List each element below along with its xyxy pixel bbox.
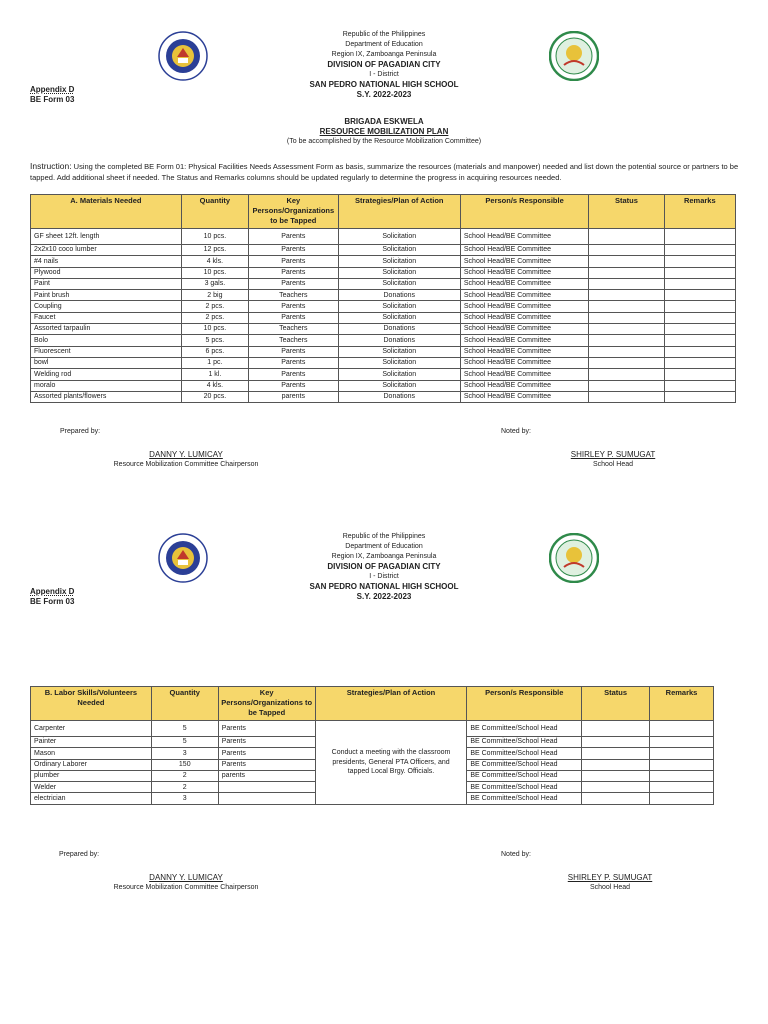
cell-key-persons: Parents	[218, 721, 315, 737]
cell-labor: electrician	[31, 793, 152, 804]
cell-quantity: 150	[151, 759, 218, 770]
cell-strategy: Solicitation	[338, 312, 460, 323]
instruction-label: Instruction:	[30, 161, 72, 171]
cell-remarks	[650, 721, 714, 737]
cell-status	[589, 267, 664, 278]
cell-material: 2x2x10 coco lumber	[31, 245, 182, 256]
col-labor-remarks: Remarks	[650, 687, 714, 721]
cell-labor: plumber	[31, 770, 152, 781]
program-title: BRIGADA ESKWELA	[344, 117, 424, 126]
cell-material: Assorted tarpaulin	[31, 324, 182, 335]
cell-remarks	[650, 782, 714, 793]
form-code: BE Form 03	[30, 95, 75, 104]
table-row	[31, 256, 736, 267]
cell-strategy: Solicitation	[338, 357, 460, 368]
division-text: DIVISION OF PAGADIAN CITY	[327, 60, 441, 69]
cell-responsible: School Head/BE Committee	[460, 267, 588, 278]
cell-remarks	[664, 324, 735, 335]
cell-key-persons: Teachers	[249, 335, 339, 346]
cell-strategy: Donations	[338, 290, 460, 301]
cell-responsible: BE Committee/School Head	[467, 748, 582, 759]
cell-status	[582, 721, 650, 737]
cell-material: Plywood	[31, 267, 182, 278]
cell-key-persons: Parents	[249, 357, 339, 368]
cell-remarks	[664, 312, 735, 323]
noted-label-bottom: Noted by:	[501, 851, 531, 858]
school-text: SAN PEDRO NATIONAL HIGH SCHOOL	[309, 80, 459, 89]
cell-material: GF sheet 12ft. length	[31, 229, 182, 245]
cell-remarks	[664, 357, 735, 368]
cell-remarks	[664, 245, 735, 256]
labor-body	[31, 721, 714, 805]
table-row	[31, 369, 736, 380]
col-labor-responsible: Person/s Responsible	[467, 687, 582, 721]
cell-status	[589, 278, 664, 289]
col-labor: B. Labor Skills/Volunteers Needed	[31, 687, 152, 721]
cell-status	[589, 380, 664, 391]
cell-remarks	[664, 391, 735, 402]
cell-strategy: Solicitation	[338, 301, 460, 312]
noted-label-top: Noted by:	[501, 428, 531, 435]
cell-remarks	[664, 301, 735, 312]
cell-remarks	[664, 346, 735, 357]
region-text: Region IX, Zamboanga Peninsula	[331, 51, 437, 58]
cell-key-persons: parents	[218, 770, 315, 781]
cell-responsible: School Head/BE Committee	[460, 290, 588, 301]
cell-key-persons: Parents	[218, 748, 315, 759]
cell-material: bowl	[31, 357, 182, 368]
cell-responsible: School Head/BE Committee	[460, 369, 588, 380]
cell-key-persons: Parents	[249, 256, 339, 267]
cell-quantity: 2	[151, 782, 218, 793]
preparer-title-top: Resource Mobilization Committee Chairperson	[113, 461, 259, 468]
republic-text: Republic of the Philippines	[342, 31, 426, 38]
preparer-name-bottom: DANNY Y. LUMICAY	[149, 873, 223, 882]
cell-key-persons: Teachers	[249, 290, 339, 301]
form-label	[30, 85, 74, 105]
preparer-block-top	[86, 449, 286, 470]
table-row	[31, 346, 736, 357]
cell-remarks	[664, 380, 735, 391]
division-seal-top	[549, 31, 599, 81]
cell-key-persons	[218, 782, 315, 793]
cell-status	[589, 290, 664, 301]
cell-status	[582, 759, 650, 770]
plan-title: RESOURCE MOBILIZATION PLAN	[319, 127, 449, 136]
cell-remarks	[664, 278, 735, 289]
cell-status	[589, 229, 664, 245]
cell-key-persons: Parents	[249, 380, 339, 391]
col-quantity: Quantity	[181, 195, 248, 229]
cell-quantity: 1 pc.	[181, 357, 248, 368]
cell-key-persons: Parents	[218, 759, 315, 770]
table-row	[31, 357, 736, 368]
cell-status	[582, 748, 650, 759]
materials-body	[31, 229, 736, 403]
cell-quantity: 1 kl.	[181, 369, 248, 380]
noter-block-bottom	[540, 872, 680, 893]
preparer-title-bottom: Resource Mobilization Committee Chairperson	[113, 884, 259, 891]
cell-responsible: BE Committee/School Head	[467, 782, 582, 793]
labor-strategy-text: Conduct a meeting with the classroom presidents, General PTA Officers, and tapped Local Brgy. Officials.	[331, 749, 451, 776]
letterhead-2	[234, 532, 534, 602]
materials-header-row	[31, 195, 736, 229]
cell-strategy: Solicitation	[338, 229, 460, 245]
cell-quantity: 5	[151, 721, 218, 737]
cell-remarks	[650, 759, 714, 770]
school-year-text-2: S.Y. 2022-2023	[356, 592, 412, 601]
cell-status	[582, 770, 650, 781]
cell-status	[582, 793, 650, 804]
cell-key-persons: Parents	[218, 737, 315, 748]
table-row	[31, 721, 714, 737]
school-year-text: S.Y. 2022-2023	[356, 90, 412, 99]
instruction	[30, 161, 740, 183]
noter-name-top: SHIRLEY P. SUMUGAT	[570, 450, 656, 459]
cell-responsible: School Head/BE Committee	[460, 324, 588, 335]
cell-responsible: School Head/BE Committee	[460, 346, 588, 357]
prepared-label-top: Prepared by:	[60, 428, 101, 435]
cell-material: Paint brush	[31, 290, 182, 301]
col-materials: A. Materials Needed	[31, 195, 182, 229]
cell-strategy: Solicitation	[338, 267, 460, 278]
cell-material: Bolo	[31, 335, 182, 346]
cell-key-persons: Parents	[249, 229, 339, 245]
cell-status	[589, 357, 664, 368]
col-status: Status	[589, 195, 664, 229]
preparer-block-bottom	[86, 872, 286, 893]
cell-responsible: BE Committee/School Head	[467, 770, 582, 781]
table-row	[31, 290, 736, 301]
cell-responsible: School Head/BE Committee	[460, 301, 588, 312]
cell-strategy	[315, 721, 467, 805]
plan-title-block	[234, 117, 534, 147]
noter-block-top	[543, 449, 683, 470]
col-remarks: Remarks	[664, 195, 735, 229]
cell-key-persons: Parents	[249, 312, 339, 323]
cell-responsible: BE Committee/School Head	[467, 759, 582, 770]
table-row	[31, 229, 736, 245]
cell-remarks	[664, 290, 735, 301]
table-row	[31, 380, 736, 391]
cell-remarks	[664, 267, 735, 278]
cell-labor: Ordinary Laborer	[31, 759, 152, 770]
cell-responsible: School Head/BE Committee	[460, 391, 588, 402]
cell-quantity: 4 kls.	[181, 256, 248, 267]
cell-material: Coupling	[31, 301, 182, 312]
deped-seal-bottom	[158, 533, 208, 583]
prepared-label-bottom: Prepared by:	[59, 851, 100, 858]
district-text: I - District	[369, 71, 399, 78]
cell-quantity: 2 big	[181, 290, 248, 301]
cell-responsible: School Head/BE Committee	[460, 256, 588, 267]
cell-strategy: Solicitation	[338, 369, 460, 380]
cell-quantity: 3	[151, 793, 218, 804]
cell-remarks	[664, 256, 735, 267]
cell-strategy: Solicitation	[338, 278, 460, 289]
cell-responsible: School Head/BE Committee	[460, 278, 588, 289]
cell-quantity: 4 kls.	[181, 380, 248, 391]
division-text-2: DIVISION OF PAGADIAN CITY	[327, 562, 441, 571]
region-text-2: Region IX, Zamboanga Peninsula	[331, 553, 437, 560]
cell-status	[589, 312, 664, 323]
cell-quantity: 12 pcs.	[181, 245, 248, 256]
col-strategies: Strategies/Plan of Action	[338, 195, 460, 229]
cell-status	[589, 369, 664, 380]
cell-status	[589, 324, 664, 335]
cell-quantity: 2 pcs.	[181, 312, 248, 323]
table-row	[31, 312, 736, 323]
labor-header-row	[31, 687, 714, 721]
table-row	[31, 245, 736, 256]
department-text-2: Department of Education	[345, 543, 423, 550]
noter-title-top: School Head	[592, 461, 634, 468]
cell-key-persons: Teachers	[249, 324, 339, 335]
table-row	[31, 335, 736, 346]
cell-quantity: 2	[151, 770, 218, 781]
materials-table	[30, 194, 736, 403]
cell-remarks	[650, 737, 714, 748]
cell-responsible: School Head/BE Committee	[460, 245, 588, 256]
form-label-2	[30, 587, 74, 607]
cell-quantity: 10 pcs.	[181, 324, 248, 335]
cell-status	[589, 256, 664, 267]
cell-responsible: School Head/BE Committee	[460, 357, 588, 368]
republic-text-2: Republic of the Philippines	[342, 533, 426, 540]
instruction-text: Using the completed BE Form 01: Physical Facilities Needs Assessment Form as basis, summarize the resources (materials and manpower) needed and list down the potential source or partners to be tapped. Add additional sheet if needed. The Status and Remarks columns should be updated regularly to determine the progress in acquiring resources needed.	[30, 162, 739, 182]
cell-quantity: 5 pcs.	[181, 335, 248, 346]
form-code-2: BE Form 03	[30, 597, 75, 606]
col-labor-quantity: Quantity	[151, 687, 218, 721]
cell-status	[589, 245, 664, 256]
col-labor-status: Status	[582, 687, 650, 721]
cell-key-persons: parents	[249, 391, 339, 402]
cell-strategy: Donations	[338, 335, 460, 346]
cell-material: Assorted plants/flowers	[31, 391, 182, 402]
cell-responsible: School Head/BE Committee	[460, 380, 588, 391]
cell-strategy: Donations	[338, 324, 460, 335]
cell-remarks	[664, 229, 735, 245]
cell-quantity: 10 pcs.	[181, 229, 248, 245]
cell-remarks	[650, 793, 714, 804]
cell-remarks	[664, 335, 735, 346]
cell-quantity: 10 pcs.	[181, 267, 248, 278]
cell-status	[589, 346, 664, 357]
cell-responsible: School Head/BE Committee	[460, 335, 588, 346]
deped-seal-top	[158, 31, 208, 81]
department-text: Department of Education	[345, 41, 423, 48]
cell-quantity: 3 gals.	[181, 278, 248, 289]
cell-responsible: BE Committee/School Head	[467, 793, 582, 804]
cell-status	[589, 301, 664, 312]
table-row	[31, 391, 736, 402]
cell-remarks	[664, 369, 735, 380]
cell-quantity: 20 pcs.	[181, 391, 248, 402]
cell-key-persons	[218, 793, 315, 804]
table-row	[31, 324, 736, 335]
cell-strategy: Solicitation	[338, 380, 460, 391]
cell-status	[582, 737, 650, 748]
cell-remarks	[650, 770, 714, 781]
cell-quantity: 3	[151, 748, 218, 759]
table-row	[31, 278, 736, 289]
appendix-label-2: Appendix D	[30, 587, 75, 596]
cell-strategy: Solicitation	[338, 346, 460, 357]
labor-table	[30, 686, 714, 805]
cell-labor: Carpenter	[31, 721, 152, 737]
cell-key-persons: Parents	[249, 301, 339, 312]
cell-strategy: Donations	[338, 391, 460, 402]
col-labor-strategies: Strategies/Plan of Action	[315, 687, 467, 721]
district-text-2: I - District	[369, 573, 399, 580]
cell-responsible: BE Committee/School Head	[467, 721, 582, 737]
cell-key-persons: Parents	[249, 369, 339, 380]
cell-key-persons: Parents	[249, 346, 339, 357]
cell-strategy: Solicitation	[338, 256, 460, 267]
col-responsible: Person/s Responsible	[460, 195, 588, 229]
cell-material: moralo	[31, 380, 182, 391]
cell-material: Faucet	[31, 312, 182, 323]
cell-status	[589, 391, 664, 402]
cell-remarks	[650, 748, 714, 759]
cell-material: Welding rod	[31, 369, 182, 380]
school-text-2: SAN PEDRO NATIONAL HIGH SCHOOL	[309, 582, 459, 591]
cell-quantity: 5	[151, 737, 218, 748]
cell-labor: Welder	[31, 782, 152, 793]
cell-quantity: 2 pcs.	[181, 301, 248, 312]
cell-material: Fluorescent	[31, 346, 182, 357]
appendix-label: Appendix D	[30, 85, 75, 94]
cell-key-persons: Parents	[249, 245, 339, 256]
noter-title-bottom: School Head	[589, 884, 631, 891]
cell-responsible: School Head/BE Committee	[460, 229, 588, 245]
cell-labor: Mason	[31, 748, 152, 759]
cell-status	[589, 335, 664, 346]
cell-responsible: School Head/BE Committee	[460, 312, 588, 323]
cell-responsible: BE Committee/School Head	[467, 737, 582, 748]
col-labor-key-persons: Key Persons/Organizations to be Tapped	[218, 687, 315, 721]
plan-subtitle: (To be accomplished by the Resource Mobilization Committee)	[286, 138, 482, 145]
cell-quantity: 6 pcs.	[181, 346, 248, 357]
cell-strategy: Solicitation	[338, 245, 460, 256]
cell-material: Paint	[31, 278, 182, 289]
cell-key-persons: Parents	[249, 267, 339, 278]
preparer-name-top: DANNY Y. LUMICAY	[149, 450, 223, 459]
cell-status	[582, 782, 650, 793]
cell-key-persons: Parents	[249, 278, 339, 289]
table-row	[31, 267, 736, 278]
cell-material: #4 nails	[31, 256, 182, 267]
division-seal-bottom	[549, 533, 599, 583]
table-row	[31, 301, 736, 312]
cell-labor: Painter	[31, 737, 152, 748]
noter-name-bottom: SHIRLEY P. SUMUGAT	[567, 873, 653, 882]
letterhead	[234, 30, 534, 100]
col-key-persons: Key Persons/Organizations to be Tapped	[249, 195, 339, 229]
